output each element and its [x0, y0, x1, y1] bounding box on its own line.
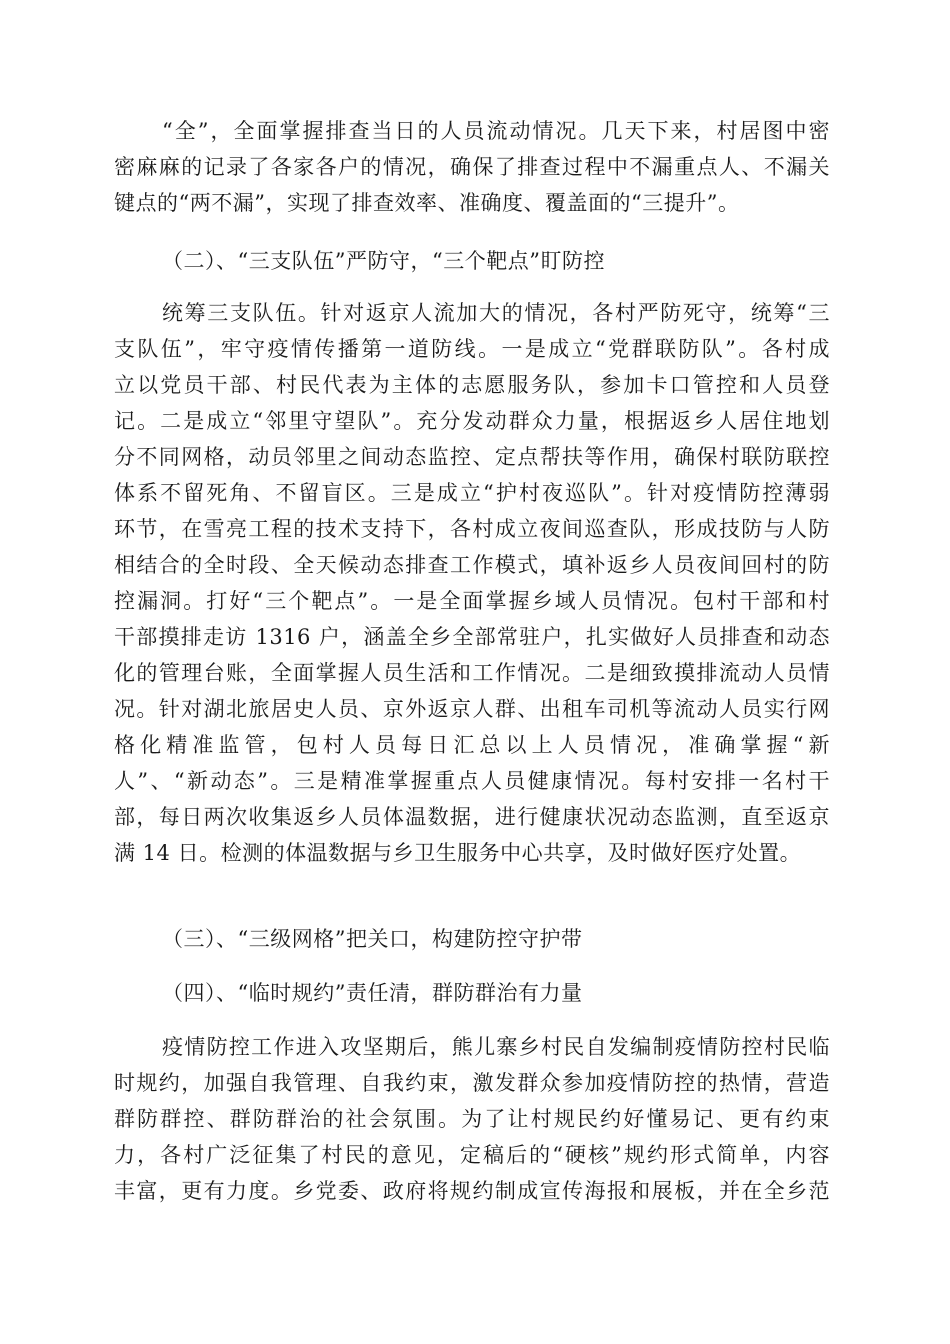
paragraph-investigation-summary: [114, 113, 830, 221]
text-line: 记。二是成立“邻里守望队”。充分发动群众力量，根据返乡人居住地划: [114, 409, 830, 433]
text-line: 部，每日两次收集返乡人员体温数据，进行健康状况动态监测，直至返京: [114, 805, 830, 829]
text-line: “全”，全面掌握排查当日的人员流动情况。几天下来，村居图中密: [162, 119, 830, 143]
text-line: 相结合的全时段、全天候动态排查工作模式，填补返乡人员夜间回村的防: [114, 553, 830, 577]
text-line: 体系不留死角、不留盲区。三是成立“护村夜巡队”。针对疫情防控薄弱: [114, 481, 830, 505]
text-line: 控漏洞。打好“三个靶点”。一是全面掌握乡域人员情况。包村干部和村: [114, 589, 830, 613]
text-line: 力，各村广泛征集了村民的意见，定稿后的“硬核”规约形式简单，内容: [114, 1143, 830, 1167]
paragraph-three-teams: [114, 295, 830, 871]
text-line: 化的管理台账，全面掌握人员生活和工作情况。二是细致摸排流动人员情: [114, 661, 830, 685]
text-line: 格化精准监管，包村人员每日汇总以上人员情况，准确掌握“新: [114, 733, 830, 757]
paragraph-temporary-rules: [114, 1029, 830, 1209]
text-line: 人”、“新动态”。三是精准掌握重点人员健康情况。每村安排一名村干: [114, 769, 830, 793]
text-line: 键点的“两不漏”，实现了排查效率、准确度、覆盖面的“三提升”。: [114, 191, 740, 215]
text-line: 分不同网格，动员邻里之间动态监控、定点帮扶等作用，确保村联防联控: [114, 445, 830, 469]
text-line: 密麻麻的记录了各家各户的情况，确保了排查过程中不漏重点人、不漏关: [114, 155, 830, 179]
section-heading-2: （二）、“三支队伍”严防守，“三个靶点”盯防控: [162, 249, 605, 273]
text-line: 疫情防控工作进入攻坚期后，熊儿寨乡村民自发编制疫情防控村民临: [162, 1035, 830, 1059]
text-line: 立以党员干部、村民代表为主体的志愿服务队，参加卡口管控和人员登: [114, 373, 830, 397]
section-heading-3: （三）、“三级网格”把关口，构建防控守护带: [162, 927, 583, 951]
section-heading-4: （四）、“临时规约”责任清，群防群治有力量: [162, 981, 583, 1005]
text-line: 干部摸排走访 1316 户，涵盖全乡全部常驻户，扎实做好人员排查和动态: [114, 625, 830, 649]
text-line: 时规约，加强自我管理、自我约束，激发群众参加疫情防控的热情，营造: [114, 1071, 830, 1095]
text-line: 环节，在雪亮工程的技术支持下，各村成立夜间巡查队，形成技防与人防: [114, 517, 830, 541]
text-line: 统筹三支队伍。针对返京人流加大的情况，各村严防死守，统筹“三: [162, 301, 830, 325]
text-line: 满 14 日。检测的体温数据与乡卫生服务中心共享，及时做好医疗处置。: [114, 841, 802, 865]
text-line: 支队伍”，牢守疫情传播第一道防线。一是成立“党群联防队”。各村成: [114, 337, 830, 361]
text-line: 丰富，更有力度。乡党委、政府将规约制成宣传海报和展板，并在全乡范: [114, 1179, 830, 1203]
text-line: 群防群控、群防群治的社会氛围。为了让村规民约好懂易记、更有约束: [114, 1107, 830, 1131]
text-line: 况。针对湖北旅居史人员、京外返京人群、出租车司机等流动人员实行网: [114, 697, 830, 721]
